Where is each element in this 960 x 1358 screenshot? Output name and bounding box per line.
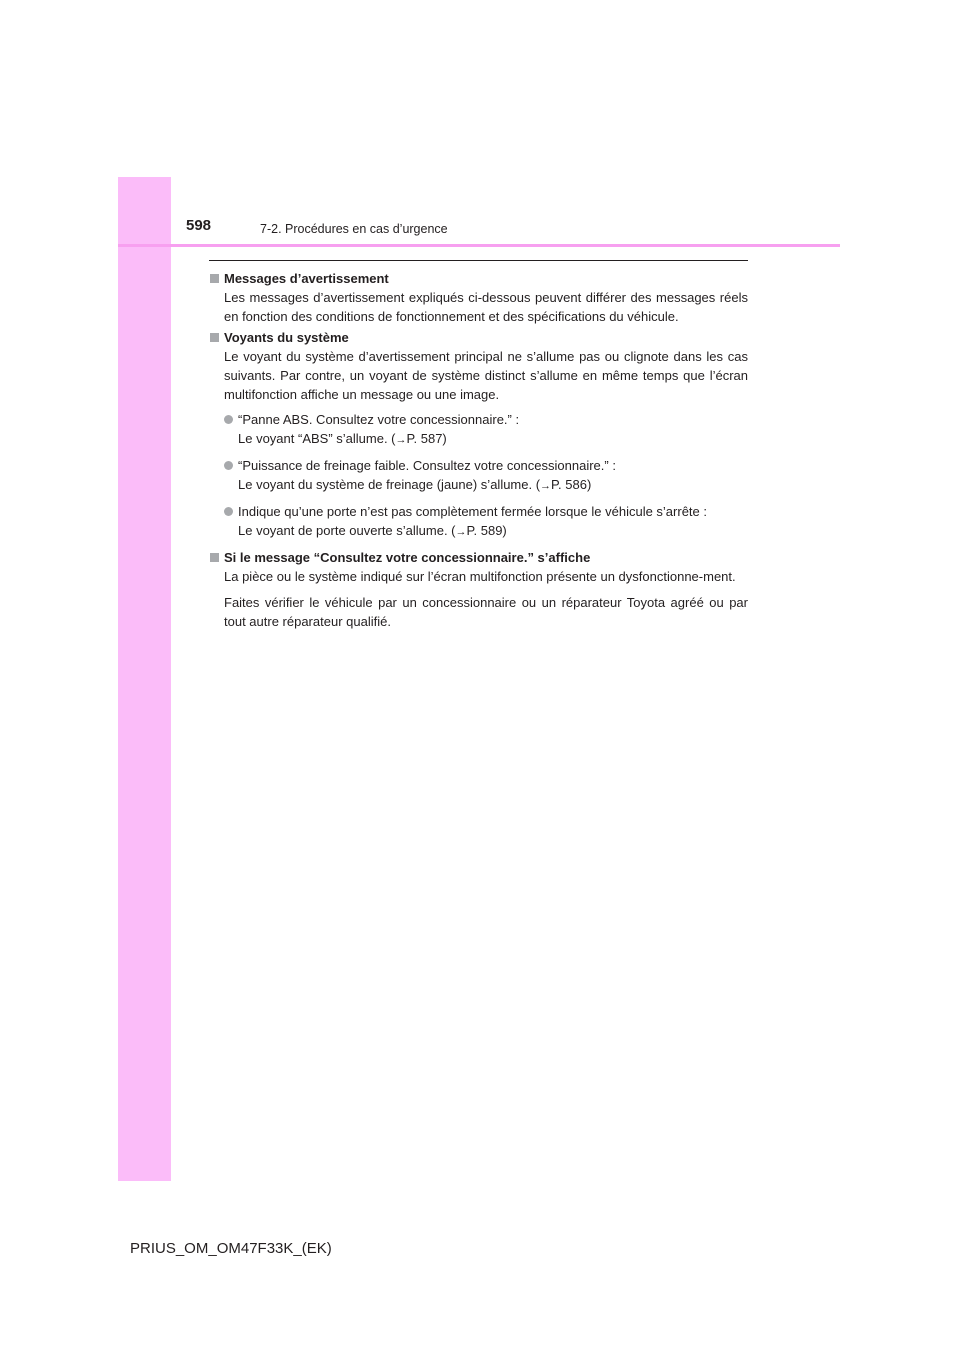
page-content (209, 268, 748, 633)
section-heading-voyants (209, 328, 748, 347)
section-heading-consultez (209, 548, 748, 567)
bullet-item (209, 410, 748, 450)
chapter-title: 7-2. Procédures en cas d’urgence (260, 222, 448, 236)
square-bullet-icon (210, 553, 219, 562)
bullet-line: “Panne ABS. Consultez votre concessionnaire.” : (238, 412, 520, 427)
bullet-item (209, 456, 748, 496)
section-heading-messages (209, 269, 748, 288)
header-rule (118, 244, 840, 247)
side-band (118, 177, 171, 1181)
page-reference[interactable]: P. 589) (466, 523, 507, 538)
round-bullet-icon (224, 461, 233, 470)
page-reference[interactable]: P. 586) (551, 477, 592, 492)
arrow-icon: → (540, 480, 552, 492)
page-reference[interactable]: P. 587) (406, 431, 447, 446)
arrow-icon: → (395, 434, 407, 446)
bullet-line: Indique qu’une porte n’est pas complètement fermée lorsque le véhicule s’arrête : (238, 504, 707, 519)
document-code: PRIUS_OM_OM47F33K_(EK) (130, 1240, 332, 1257)
round-bullet-icon (224, 507, 233, 516)
round-bullet-icon (224, 415, 233, 424)
bullet-line: Le voyant du système de freinage (jaune) s’allume. (→P. 586) (238, 477, 592, 492)
section-text: Les messages d’avertissement expliqués ci-dessous peuvent différer des messages réels en fonction des conditions de fonctionnement et des spécifications du véhicule. (224, 290, 748, 324)
section-text: Le voyant du système d’avertissement principal ne s’allume pas ou clignote dans les cas suivants. Par contre, un voyant de système distinct s’allume en même temps que l’écran multifonction affiche un message ou une image. (224, 349, 748, 402)
bullet-line: Le voyant de porte ouverte s’allume. (→P. 589) (238, 523, 507, 538)
section-text: Faites vérifier le véhicule par un concessionnaire ou un réparateur Toyota agréé ou par tout autre réparateur qualifié. (224, 595, 748, 629)
content-divider (209, 260, 748, 261)
bullet-item (209, 502, 748, 542)
square-bullet-icon (210, 274, 219, 283)
arrow-icon: → (455, 526, 467, 538)
bullet-line: Le voyant “ABS” s’allume. (→P. 587) (238, 431, 447, 446)
section-title: Messages d’avertissement (224, 271, 389, 286)
square-bullet-icon (210, 333, 219, 342)
section-text: La pièce ou le système indiqué sur l’écran multifonction présente un dysfonctionne-ment. (224, 569, 736, 584)
bullet-line: “Puissance de freinage faible. Consultez votre concessionnaire.” : (238, 458, 616, 473)
section-title: Si le message “Consultez votre concessionnaire.” s’affiche (224, 550, 591, 565)
page-number: 598 (186, 217, 212, 234)
section-title: Voyants du système (224, 330, 349, 345)
